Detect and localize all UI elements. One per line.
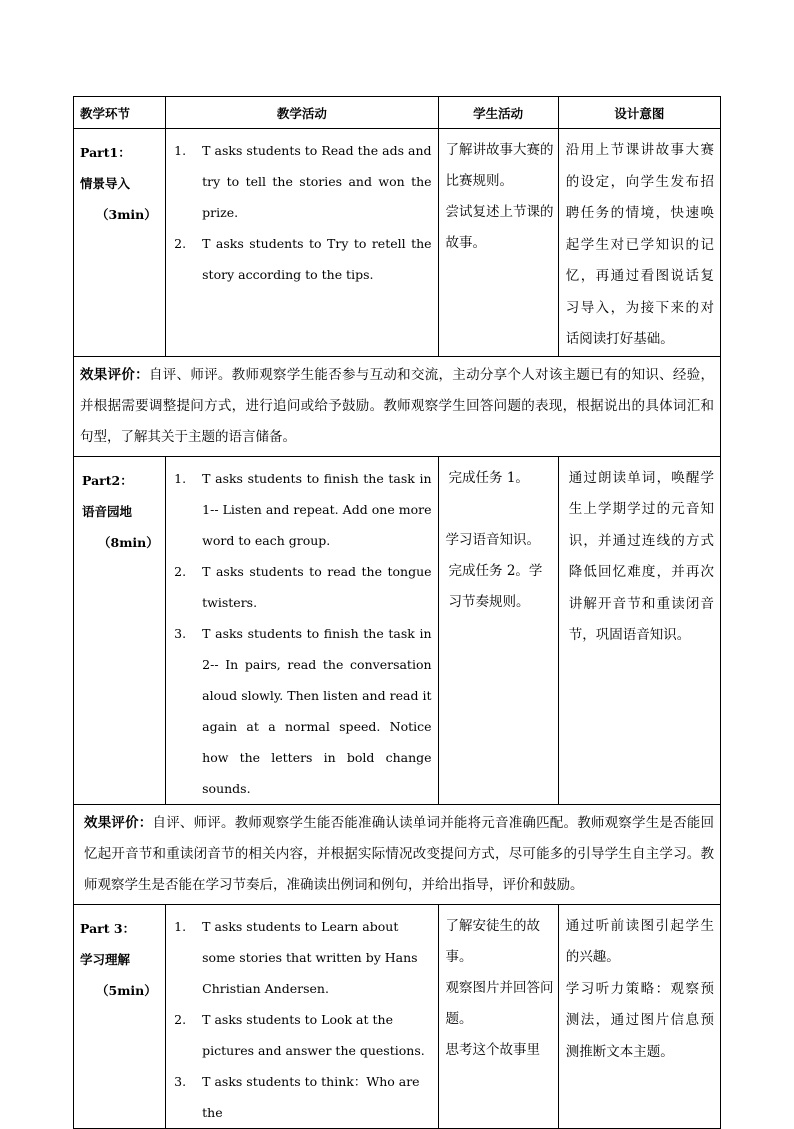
lesson-plan-table (73, 96, 721, 1129)
part3-design: 通过听前读图引起学生的兴趣。 学习听力策略：观察预测法，通过图片信息预测推断文本主题。 (558, 904, 720, 1128)
part2-evaluation: 效果评价：自评、师评。教师观察学生能否能准确认读单词并能将元音准确匹配。教师观察学生是否能回忆起开音节和重读闭音节的相关内容，并根据实际情况改变提问方式，尽可能多的引导学生自主学习。教师观察学生是否能在学习节奏后，准确读出例词和例句，并给出指导，评价和鼓励。 (74, 804, 721, 904)
part3-activity-item: 2. T asks students to Look at the pictures and answer the questions. (174, 1011, 425, 1058)
part2-design: 通过朗读单词，唤醒学生上学期学过的元音知识，并通过连线的方式降低回忆难度，并再次讲解开音节和重读闭音节，巩固语音知识。 (558, 456, 720, 804)
part1-title: Part1： (80, 145, 131, 160)
part2-stage (74, 456, 166, 804)
part3-activity-item: 3. T asks students to think：Who are the (174, 1073, 420, 1120)
part3-student: 了解安徒生的故事。 观察图片并回答问题。 思考这个故事里 (438, 904, 558, 1128)
part2-activity-item: 2. T asks students to read the tongue twisters. (174, 563, 432, 610)
part1-time: （3min） (96, 207, 157, 222)
part2-activity-item: 3. T asks students to finish the task in 2-- In pairs, read the conversation aloud slowly. Then listen and read it again at a normal speed. Notice how the letters in bold change sounds. (174, 625, 432, 796)
part1-activities (166, 129, 438, 357)
part3-title: Part 3： (80, 920, 136, 936)
part1-student: 了解讲故事大赛的比赛规则。 尝试复述上节课的故事。 (438, 129, 558, 357)
header-student-activity: 学生活动 (438, 97, 558, 129)
part1-subtitle: 情景导入 (80, 176, 131, 191)
part2-activity-item: 1. T asks students to finish the task in 1-- Listen and repeat. Add one more word to each group. (174, 470, 432, 548)
part2-activities (166, 456, 438, 804)
part2-row (74, 456, 721, 804)
header-row (74, 97, 721, 129)
part1-design: 沿用上节课讲故事大赛的设定，向学生发布招聘任务的情境，快速唤起学生对已学知识的记忆，再通过看图说话复习导入，为接下来的对话阅读打好基础。 (558, 129, 720, 357)
part3-activities (166, 904, 438, 1128)
part3-subtitle: 学习理解 (80, 951, 131, 967)
part1-eval-row (74, 356, 721, 456)
part2-subtitle: 语音园地 (82, 503, 133, 519)
part1-evaluation: 效果评价：自评、师评。教师观察学生能否参与互动和交流，主动分享个人对该主题已有的知识、经验，并根据需要调整提问方式，进行追问或给予鼓励。教师观察学生回答问题的表现，根据说出的具体词汇和句型，了解其关于主题的语言储备。 (74, 356, 721, 456)
part2-title: Part2： (82, 472, 133, 488)
part3-row (74, 904, 721, 1128)
part1-stage (74, 129, 166, 357)
part3-time: （5min） (96, 982, 157, 998)
part2-time: （8min） (98, 534, 159, 550)
part1-row (74, 129, 721, 357)
part3-activity-item: 1. T asks students to Learn about some stories that written by Hans Christian Andersen. (174, 918, 418, 996)
part1-activity-item: 2. T asks students to Try to retell the story according to the tips. (174, 236, 432, 282)
part2-eval-row (74, 804, 721, 904)
part2-student: 完成任务 1。 学习语音知识。 完成任务 2。学习节奏规则。 (438, 456, 558, 804)
header-stage: 教学环节 (74, 97, 166, 129)
header-design-intent: 设计意图 (558, 97, 720, 129)
part3-stage (74, 904, 166, 1128)
header-teaching-activity: 教学活动 (166, 97, 438, 129)
part1-activity-item: 1. T asks students to Read the ads and try to tell the stories and won the prize. (174, 143, 432, 220)
